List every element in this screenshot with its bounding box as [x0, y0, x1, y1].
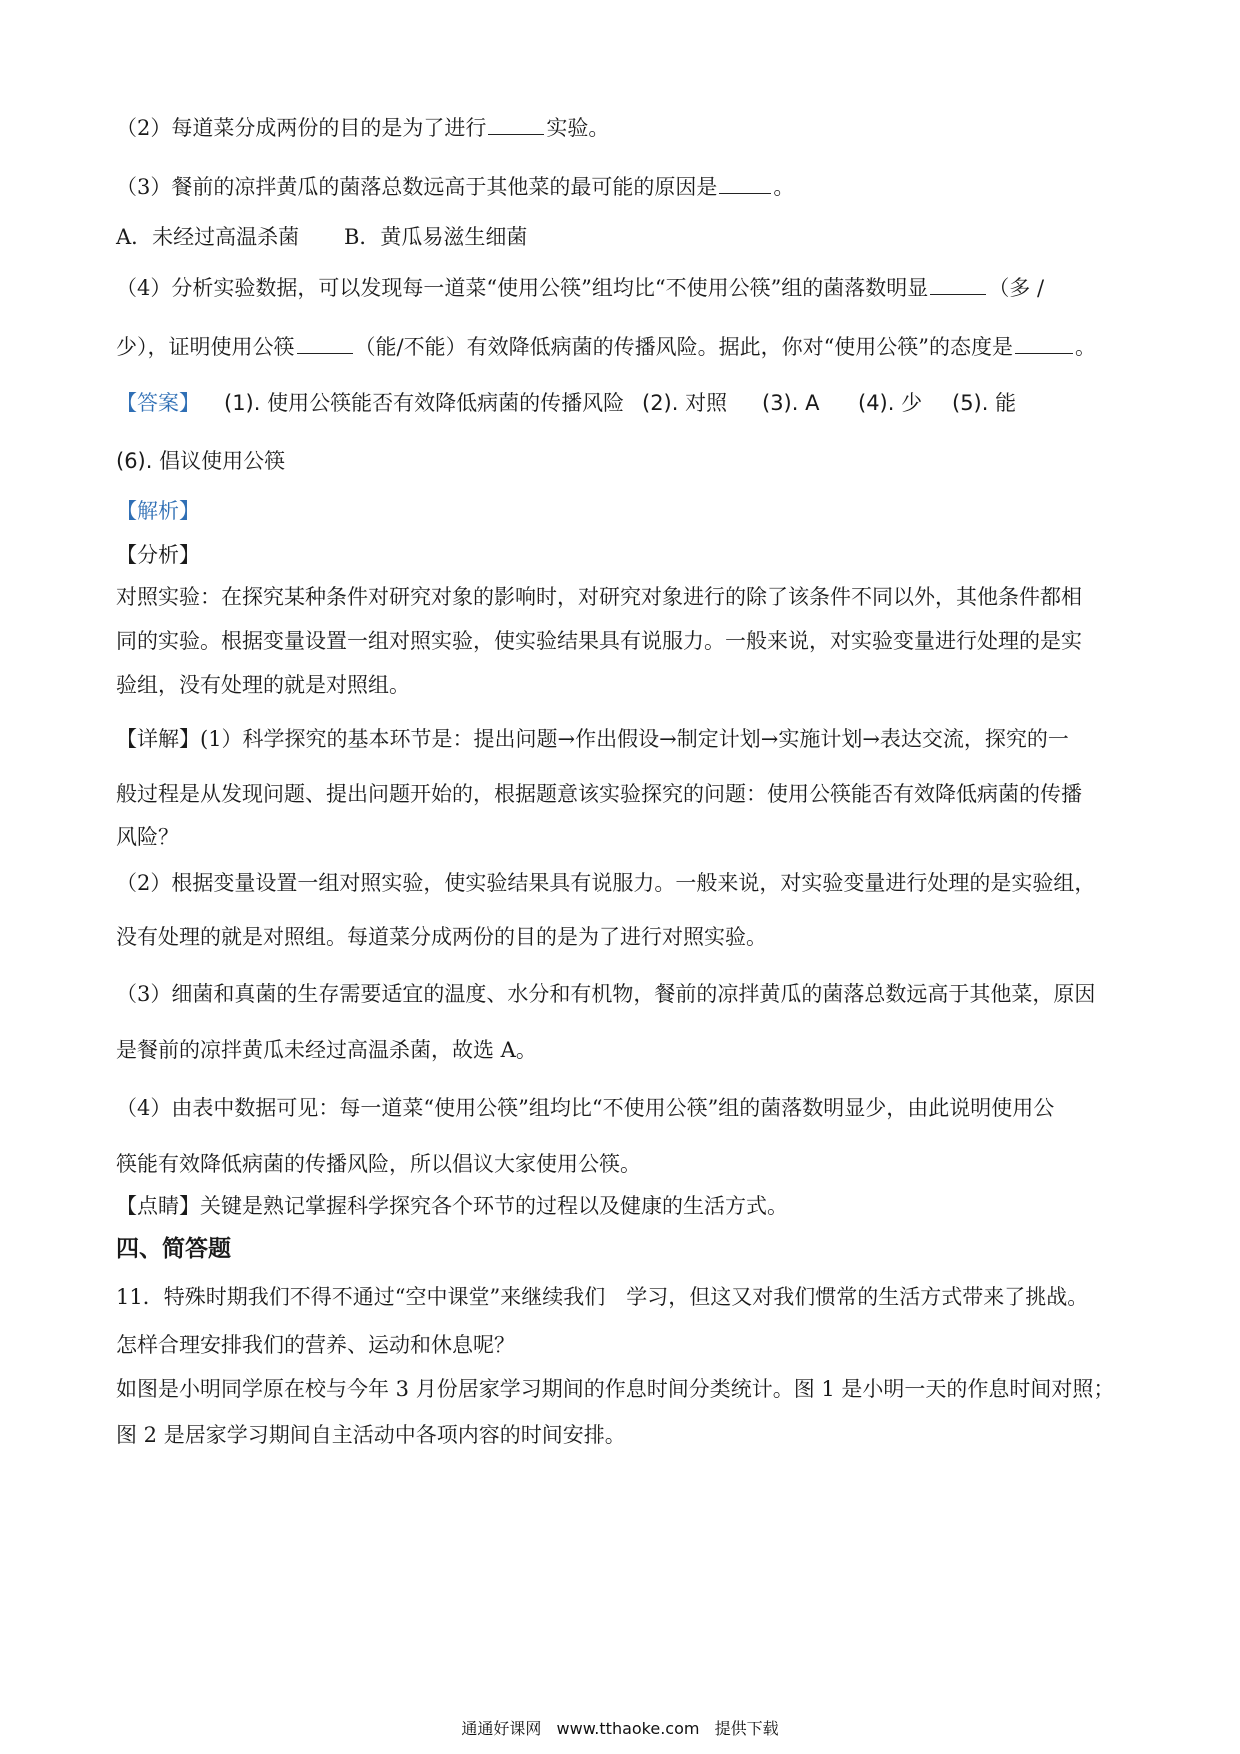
detail-p2-line-1: （2）根据变量设置一组对照实验，使实验结果具有说服力。一般来说，对实验变量进行处理的是实验组，	[116, 871, 1096, 895]
question-2	[116, 112, 1128, 143]
footer-site-name: 通通好课网	[461, 1719, 542, 1738]
footer-url: www.tthaoke.com	[556, 1719, 700, 1738]
answer-blank	[719, 171, 771, 194]
answer-blank	[488, 112, 544, 135]
detail-p3-line-2: 是餐前的凉拌黄瓜未经过高温杀菌，故选 A。	[116, 1038, 537, 1062]
question-3	[116, 171, 1128, 202]
q11-line-1: 11．特殊时期我们不得不通过“空中课堂”来继续我们 学习，但这又对我们惯常的生活方式带来了挑战。	[116, 1285, 1089, 1309]
detail-p1-line-2: 般过程是从发现问题、提出问题开始的，根据题意该实验探究的问题：使用公筷能否有效降低病菌的传播	[116, 782, 1082, 806]
q2-text: （2）每道菜分成两份的目的是为了进行	[116, 116, 487, 140]
detail-p3-line-1: （3）细菌和真菌的生存需要适宜的温度、水分和有机物，餐前的凉拌黄瓜的菌落总数远高于其他菜，原因	[116, 982, 1096, 1006]
answer-item-4: (4). 少	[858, 391, 923, 415]
answer-item-5: (5). 能	[952, 391, 1017, 415]
answer-blank	[297, 331, 353, 354]
detail-p4-line-1: （4）由表中数据可见：每一道菜“使用公筷”组均比“不使用公筷”组的菌落数明显少，由此说明使用公	[116, 1096, 1055, 1120]
analysis-line-1: 对照实验：在探究某种条件对研究对象的影响时，对研究对象进行的除了该条件不同以外，其他条件都相	[116, 585, 1082, 609]
footer-note: 提供下载	[714, 1719, 779, 1738]
analysis-line-2: 同的实验。根据变量设置一组对照实验，使实验结果具有说服力。一般来说，对实验变量进行处理的是实	[116, 629, 1082, 653]
q11-line-3: 如图是小明同学原在校与今年 3 月份居家学习期间的作息时间分类统计。图 1 是小明一天的作息时间对照；	[116, 1377, 1115, 1401]
page-footer	[0, 1716, 1240, 1739]
q2-suffix: 实验。	[546, 116, 610, 140]
answer-item-2: (2). 对照	[642, 391, 728, 415]
answer-item-1: (1). 使用公筷能否有效降低病菌的传播风险	[224, 391, 625, 415]
question-3-options	[116, 222, 1128, 252]
answer-item-6: (6). 倡议使用公筷	[116, 449, 286, 473]
answer-blank	[1015, 331, 1073, 354]
q11-line-2: 怎样合理安排我们的营养、运动和休息呢？	[116, 1333, 515, 1357]
detail-p4-line-2: 筷能有效降低病菌的传播风险，所以倡议大家使用公筷。	[116, 1152, 641, 1176]
q4-choice-hint: （多 /	[988, 276, 1045, 300]
question-4-line-1	[116, 272, 1128, 303]
question-4-line-2	[116, 331, 1128, 362]
q3-suffix: 。	[773, 175, 795, 199]
q4-text-b: （能/不能）有效降低病菌的传播风险。据此，你对“使用公筷”的态度是	[354, 335, 1014, 359]
detail-p1-line-3: 风险？	[116, 825, 179, 849]
detail-p2-line-2: 没有处理的就是对照组。每道菜分成两份的目的是为了进行对照实验。	[116, 925, 767, 949]
answer-label: 【答案】	[116, 391, 200, 415]
answer-item-3: (3). A	[762, 391, 820, 415]
detail-p1-line-1: 【详解】(1）科学探究的基本环节是：提出问题→作出假设→制定计划→实施计划→表达交流，探究的一	[116, 727, 1069, 751]
detail-tip: 【点睛】关键是熟记掌握科学探究各个环节的过程以及健康的生活方式。	[116, 1194, 788, 1218]
answer-line	[116, 388, 1128, 418]
q4-text-a: 少），证明使用公筷	[116, 335, 295, 359]
q3-text: （3）餐前的凉拌黄瓜的菌落总数远高于其他菜的最可能的原因是	[116, 175, 718, 199]
analysis-label: 【解析】	[116, 499, 200, 523]
option-a: A．未经过高温杀菌	[116, 225, 300, 249]
q4-text: （4）分析实验数据，可以发现每一道菜“使用公筷”组均比“不使用公筷”组的菌落数明显	[116, 276, 929, 300]
option-b: B．黄瓜易滋生细菌	[344, 225, 528, 249]
analysis-line-3: 验组，没有处理的就是对照组。	[116, 673, 410, 697]
q11-line-4: 图 2 是居家学习期间自主活动中各项内容的时间安排。	[116, 1423, 626, 1447]
analysis-sub-label: 【分析】	[116, 543, 200, 567]
answer-blank	[930, 272, 986, 295]
q4-text-c: 。	[1075, 335, 1097, 359]
section-heading: 四、简答题	[116, 1236, 231, 1262]
